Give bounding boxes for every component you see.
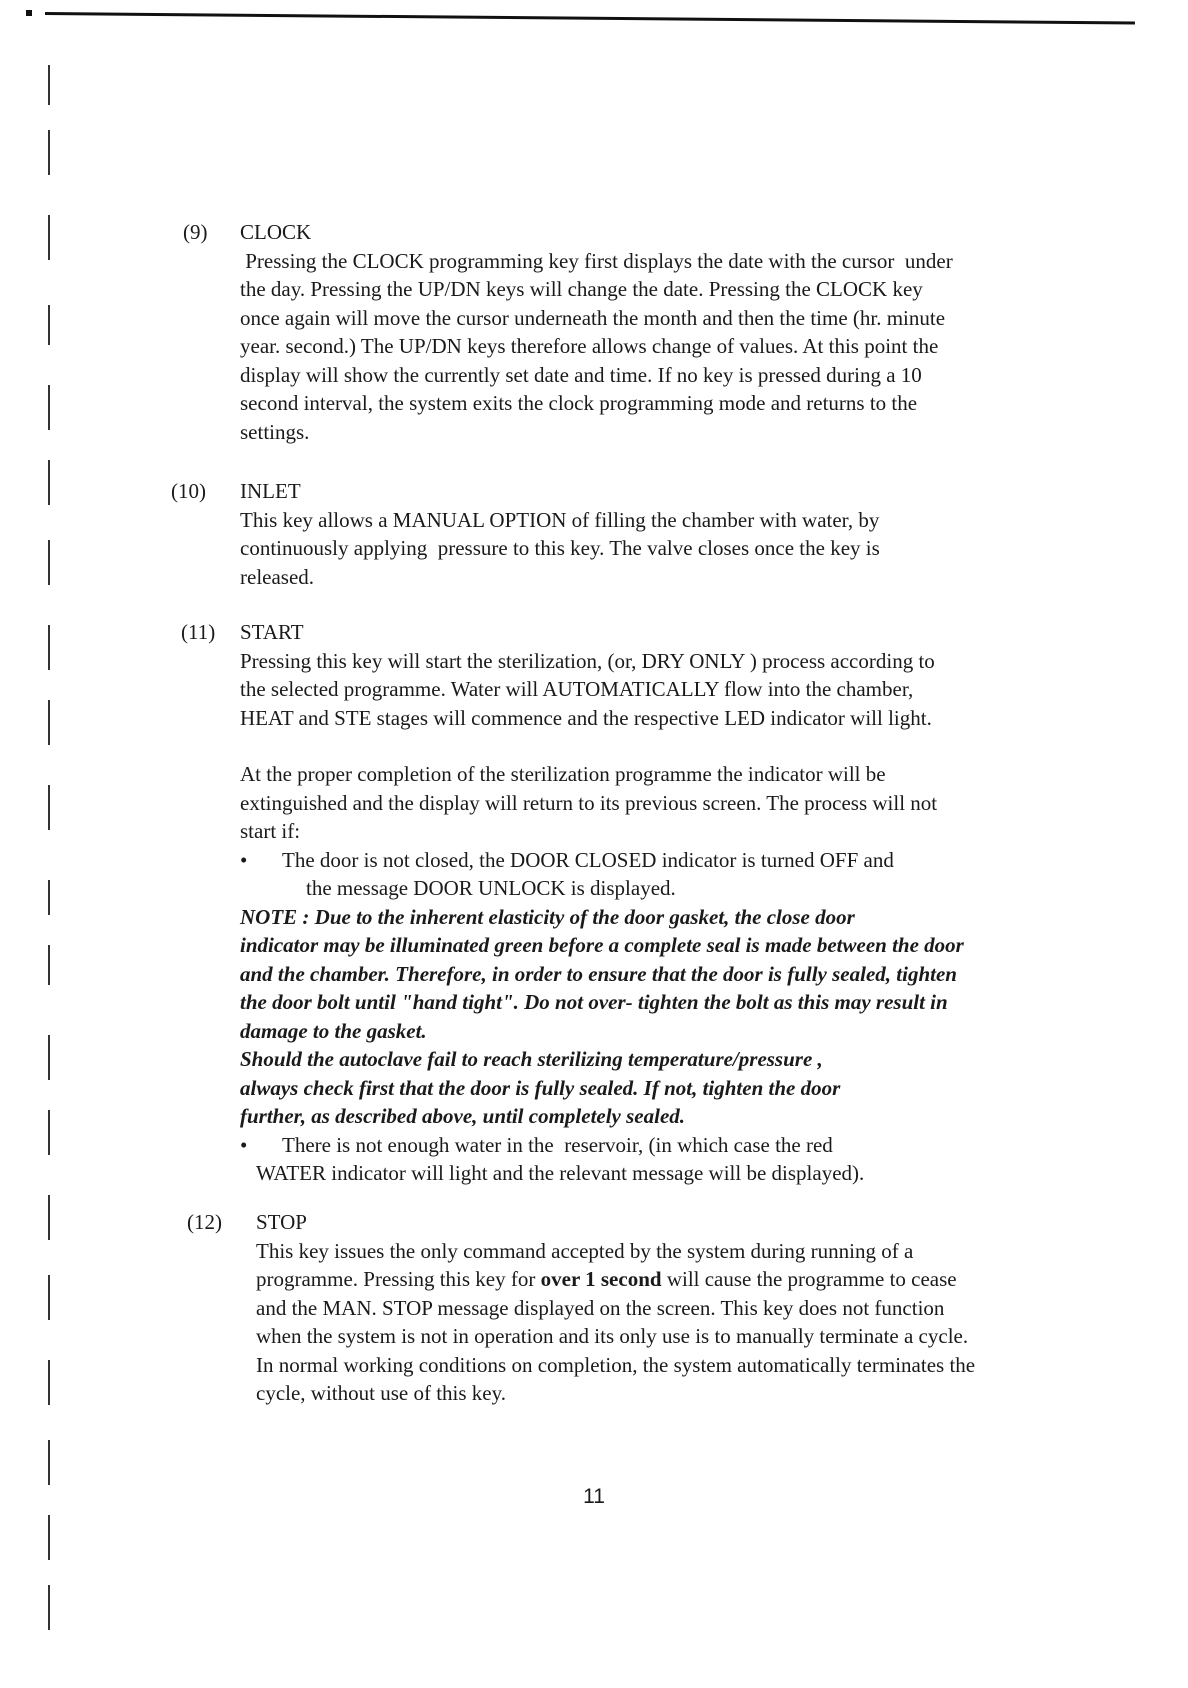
body-text: will cause the programme to cease (661, 1267, 957, 1291)
bullet-line: WATER indicator will light and the relevant message will be displayed). (256, 1161, 865, 1185)
body-line: and the MAN. STOP message displayed on the screen. This key does not function (256, 1295, 945, 1320)
binder-edge-line (48, 1110, 50, 1155)
section-body (256, 1208, 1156, 1408)
bullet-glyph: • (240, 847, 248, 872)
body-line: This key issues the only command accepted by the system during running of a (256, 1238, 914, 1263)
binder-edge-line (48, 1360, 50, 1405)
bullet-line: The door is not closed, the DOOR CLOSED indicator is turned OFF and (282, 847, 894, 872)
page-number: 11 (583, 1485, 605, 1508)
binder-mark (26, 10, 32, 16)
section-body (240, 477, 1140, 591)
binder-edge-line (48, 1195, 50, 1240)
binder-edge-line (48, 215, 50, 260)
body-line: extinguished and the display will return to its previous screen. The process will not (240, 790, 938, 815)
section-title: START (240, 620, 304, 644)
body-line: second interval, the system exits the clock programming mode and returns to the (240, 391, 918, 415)
note-line: always check first that the door is fully sealed. If not, tighten the door (240, 1075, 841, 1100)
binder-edge-line (48, 1440, 50, 1485)
body-line: settings. (240, 419, 310, 444)
section-number: (10) (171, 479, 206, 503)
section-number: (9) (183, 220, 208, 244)
section-title: CLOCK (240, 220, 312, 244)
note-line: and the chamber. Therefore, in order to ensure that the door is fully sealed, tighten (240, 961, 957, 986)
body-line: display will show the currently set date and time. If no key is pressed during a 10 (240, 362, 922, 387)
note-line: the door bolt until "hand tight". Do not over- tighten the bolt as this may result in (240, 990, 948, 1014)
binder-edge-line (48, 1515, 50, 1560)
binder-edge-line (48, 130, 50, 175)
section-body (240, 218, 1140, 446)
binder-edge-line (48, 540, 50, 585)
bullet-item (240, 846, 1140, 903)
body-line: once again will move the cursor underneath the month and then the time (hr. minute (240, 305, 946, 330)
note-line: damage to the gasket. (240, 1018, 427, 1043)
body-line: In normal working conditions on completion, the system automatically terminates the (256, 1352, 976, 1377)
body-line: continuously applying pressure to this key. The valve closes once the key is (240, 536, 880, 560)
binder-edge-line (48, 385, 50, 430)
binder-edge-line (48, 945, 50, 985)
body-line: This key allows a MANUAL OPTION of filling the chamber with water, by (240, 507, 880, 532)
body-line: cycle, without use of this key. (256, 1381, 507, 1405)
body-line: At the proper completion of the sterilization programme the indicator will be (240, 762, 886, 786)
bullet-glyph: • (240, 1132, 248, 1157)
body-line: HEAT and STE stages will commence and the respective LED indicator will light. (240, 705, 932, 730)
top-rule (45, 12, 1135, 25)
bullet-line: There is not enough water in the reservoir, (in which case the red (282, 1132, 833, 1157)
binder-edge-line (48, 305, 50, 345)
bullet-line: the message DOOR UNLOCK is displayed. (306, 876, 676, 900)
note-line: Should the autoclave fail to reach sterilizing temperature/pressure , (240, 1047, 823, 1071)
binder-edge-line (48, 785, 50, 830)
section-title: STOP (256, 1210, 307, 1234)
section-number: (11) (181, 620, 216, 644)
body-line (256, 1265, 1156, 1294)
binder-edge-line (48, 625, 50, 670)
body-line: Pressing this key will start the sterilization, (or, DRY ONLY ) process according to (240, 648, 935, 673)
binder-edge-line (48, 1585, 50, 1630)
binder-edge-line (48, 700, 50, 745)
binder-edge-line (48, 1275, 50, 1320)
section-title: INLET (240, 479, 301, 503)
body-line: year. second.) The UP/DN keys therefore allows change of values. At this point the (240, 334, 939, 358)
note-line: NOTE : Due to the inherent elasticity of the door gasket, the close door (240, 904, 855, 929)
section-number: (12) (187, 1210, 222, 1234)
binder-edge-line (48, 880, 50, 915)
section-body (240, 618, 1140, 1188)
bullet-item (240, 1131, 1140, 1188)
body-line: released. (240, 564, 315, 589)
body-line: the selected programme. Water will AUTOMATICALLY flow into the chamber, (240, 677, 914, 701)
body-line: Pressing the CLOCK programming key first displays the date with the cursor under (240, 248, 953, 273)
body-line: when the system is not in operation and its only use is to manually terminate a cycle. (256, 1324, 969, 1348)
body-line: the day. Pressing the UP/DN keys will change the date. Pressing the CLOCK key (240, 277, 923, 301)
binder-edge-line (48, 460, 50, 505)
note-line: indicator may be illuminated green before a complete seal is made between the door (240, 933, 964, 957)
emphasis-text: over 1 second (540, 1267, 662, 1291)
note-line: further, as described above, until completely sealed. (240, 1104, 686, 1128)
binder-edge-line (48, 1035, 50, 1080)
body-line: start if: (240, 819, 301, 843)
body-text: programme. Pressing this key for (256, 1267, 541, 1291)
binder-edge-line (48, 65, 50, 105)
